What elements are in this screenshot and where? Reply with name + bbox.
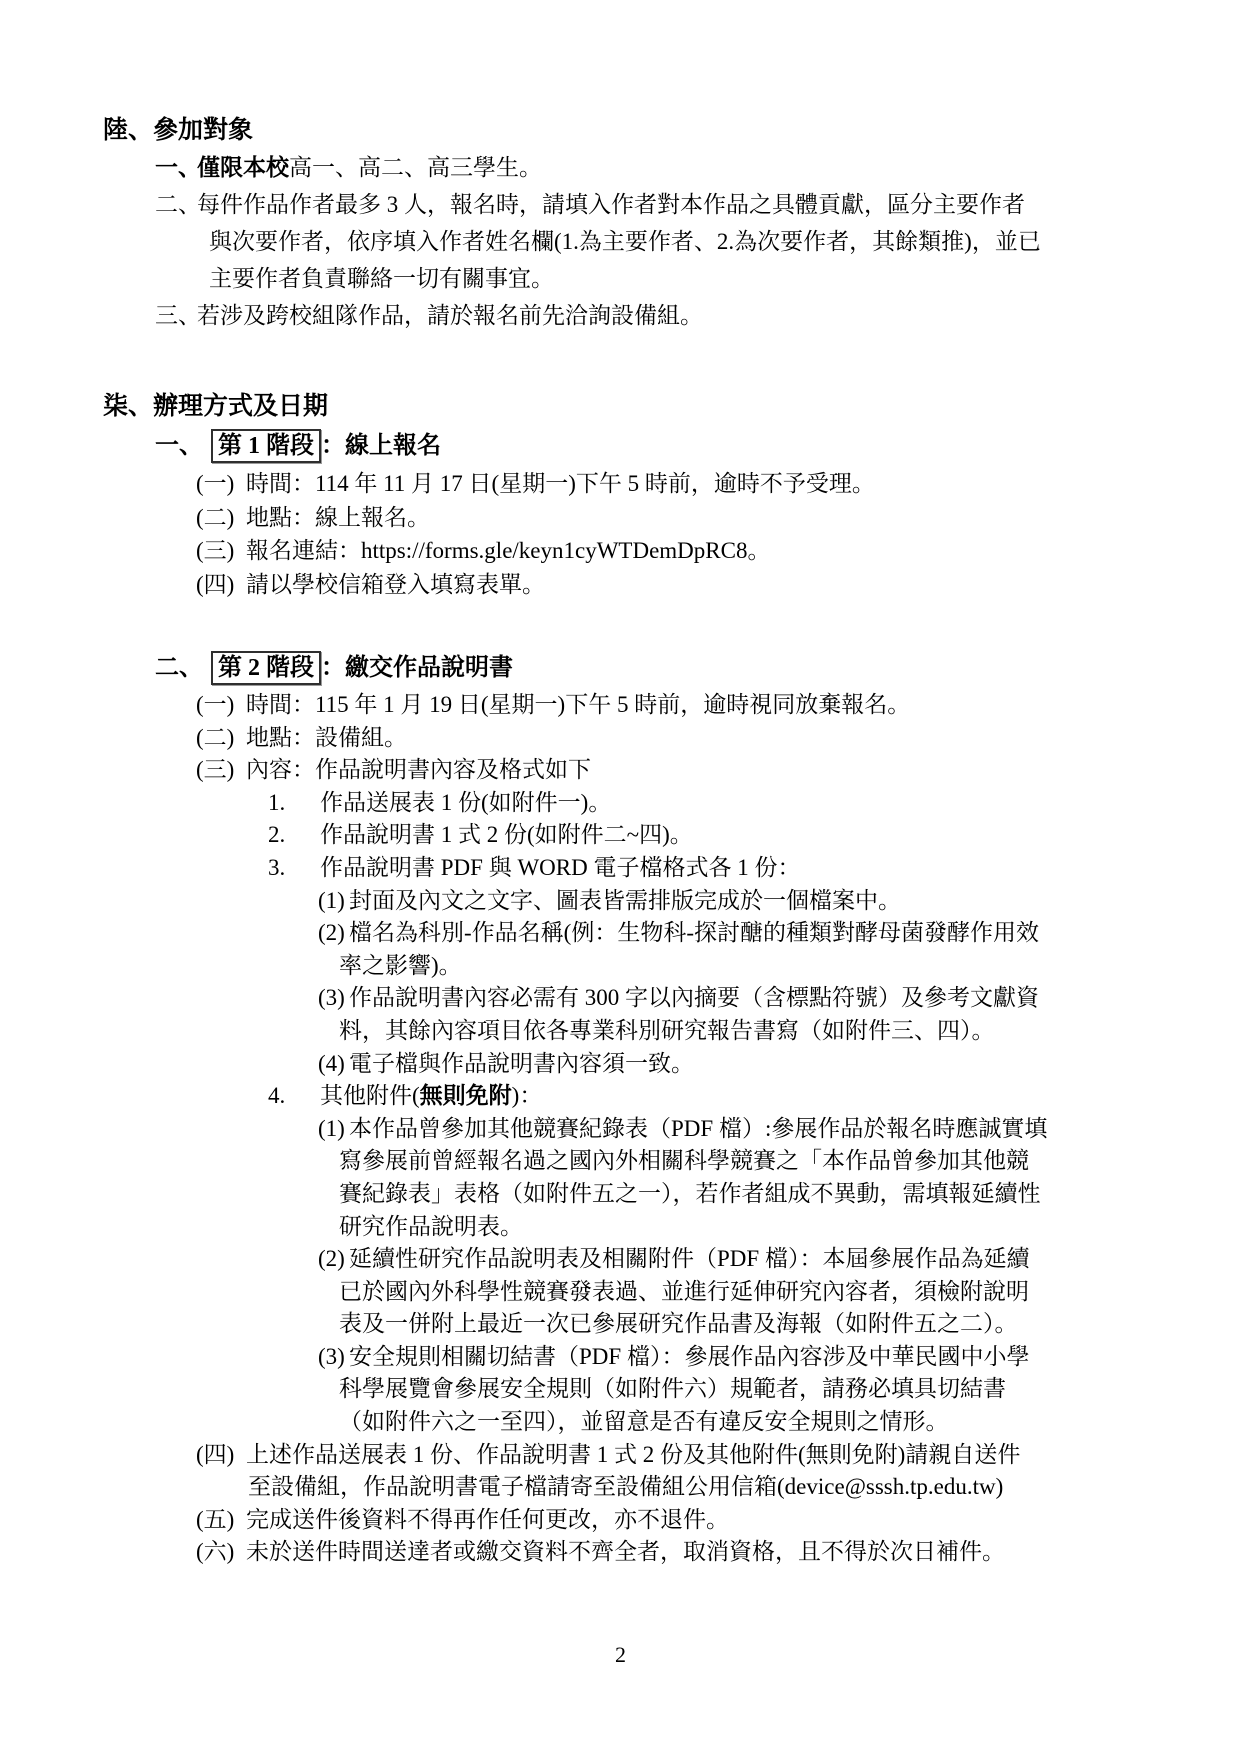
- item-4-sub-3-text: 安全規則相關切結書（PDF 檔）：參展作品內容涉及中華民國中小學: [349, 1343, 1030, 1369]
- stage-2-delivery-text-3: ): [995, 1474, 1004, 1500]
- page-number: 2: [615, 1642, 626, 1667]
- item-label: (一): [196, 692, 235, 717]
- item-3-sub-1: [103, 885, 1163, 918]
- item-label: (3): [318, 1343, 345, 1369]
- participants-item-3: [103, 297, 1163, 334]
- stage-1-place-text: 地點：線上報名。: [246, 504, 430, 530]
- stage-1-time-text: 時間：114 年 11 月 17 日(星期一)下午 5 時前，逾時不予受理。: [246, 471, 875, 496]
- item-number: 4.: [268, 1083, 286, 1109]
- item-4-sub-3-line-2: 科學展覽會參展安全規則（如附件六）規範者，請務必填具切結書: [339, 1376, 1006, 1402]
- stage-2-content-text: 內容：作品說明書內容及格式如下: [246, 757, 591, 783]
- item-4-sub-2-line-2: 已於國內外科學性競賽發表過、並進行延伸研究內容者，須檢附說明: [339, 1278, 1029, 1304]
- device-email-link[interactable]: device@sssh.tp.edu.tw: [784, 1474, 996, 1500]
- registration-form-link[interactable]: https://forms.gle/keyn1cyWTDemDpRC8: [361, 538, 748, 563]
- list-marker: 一、: [155, 155, 201, 180]
- item-4-sub-2-line-3: 表及一併附上最近一次已參展研究作品書及海報（如附件五之二）。: [339, 1311, 1018, 1337]
- stage-2-box: 第 2 階段: [211, 651, 321, 685]
- section-7-heading: 柒、辦理方式及日期: [103, 393, 329, 420]
- item-label: (二): [196, 504, 235, 530]
- item-label: (一): [196, 471, 235, 496]
- item-3-sub-3-line-2: 料，其餘內容項目依各專業科別研究報告書寫（如附件三、四）。: [339, 1017, 995, 1043]
- item-label: (2): [318, 920, 345, 946]
- content-item-1-text: 作品送展表 1 份(如附件一)。: [320, 789, 612, 815]
- item-label: (五): [196, 1506, 235, 1532]
- stage-2-delivery-text: 上述作品送展表 1 份、作品說明書 1 式 2 份及其他附件(無則免附)請親自送件: [246, 1441, 1021, 1467]
- participants-item-2-line-2: 與次要作者，依序填入作者姓名欄(1.為主要作者、2.為次要作者，其餘類推)，並已: [209, 229, 1041, 254]
- item-label: (3): [318, 985, 345, 1011]
- stage-1-box: 第 1 階段: [211, 429, 321, 463]
- content-item-4-pre: 其他附件(: [320, 1083, 420, 1109]
- item-3-sub-3-line-1: [103, 982, 1163, 1015]
- item-3-sub-1-text: 封面及內文之文字、圖表皆需排版完成於一個檔案中。: [349, 887, 901, 913]
- item-3-sub-2-line-2: 率之影響)。: [339, 952, 462, 978]
- item-3-sub-2-text: 檔名為科別-作品名稱(例：生物科-探討醣的種類對酵母菌發酵作用效: [349, 920, 1039, 946]
- stage-1-item-time: [103, 467, 1163, 501]
- content-item-4-bold: 無則免附: [419, 1083, 512, 1109]
- stage-2-time-text: 時間：115 年 1 月 19 日(星期一)下午 5 時前，逾時視同放棄報名。: [246, 692, 911, 717]
- section-6-heading: 陸、參加對象: [103, 117, 254, 144]
- content-item-3: [103, 852, 1163, 885]
- stage-1-link-period: 。: [747, 538, 771, 563]
- page-content: [103, 112, 1163, 1569]
- stage-1-item-link: [103, 534, 1163, 568]
- stage-1-item-place: [103, 501, 1163, 535]
- item-3-sub-4-text: 電子檔與作品說明書內容須一致。: [349, 1050, 694, 1076]
- item-4-sub-3-line-3: （如附件六之一至四），並留意是否有違反安全規則之情形。: [339, 1409, 949, 1435]
- item-4-sub-1-line-1: [103, 1113, 1163, 1146]
- item-4-sub-1-text: 本作品曾參加其他競賽紀錄表（PDF 檔）:參展作品於報名時應誠實填: [349, 1115, 1048, 1141]
- item-number: 2.: [268, 822, 286, 848]
- list-marker: 二、: [155, 192, 201, 217]
- item-3-sub-3-text: 作品說明書內容必需有 300 字以內摘要（含標點符號）及參考文獻資: [349, 985, 1039, 1011]
- stage-2-deadline-text: 未於送件時間送達者或繳交資料不齊全者，取消資格，且不得於次日補件。: [246, 1539, 1005, 1565]
- list-marker: 二、: [155, 655, 203, 681]
- item-label: (四): [196, 571, 235, 597]
- participants-item-2-line-3: 主要作者負責聯絡一切有關事宜。: [209, 266, 554, 291]
- participants-item-1-bold-text: 僅限本校: [197, 155, 289, 180]
- stage-2-place-text: 地點：設備組。: [246, 724, 407, 750]
- item-label: (1): [318, 1115, 345, 1141]
- stage-2-item-deadline: [103, 1536, 1163, 1569]
- item-label: (六): [196, 1539, 235, 1565]
- item-3-sub-2-line-1: [103, 917, 1163, 950]
- item-label: (三): [196, 757, 235, 783]
- participants-item-2-line-1: [103, 186, 1163, 223]
- participants-item-3-text: 若涉及跨校組隊作品，請於報名前先洽詢設備組。: [197, 303, 703, 328]
- item-4-sub-3-line-1: [103, 1341, 1163, 1374]
- stage-2-item-place: [103, 722, 1163, 755]
- item-label: (二): [196, 724, 235, 750]
- list-marker: 三、: [155, 303, 201, 328]
- content-item-2: [103, 819, 1163, 852]
- stage-1-mailbox-text: 請以學校信箱登入填寫表單。: [246, 571, 545, 597]
- section-spacer: [103, 334, 1163, 388]
- item-4-sub-1-line-2: 寫參展前曾經報名過之國內外相關科學競賽之「本作品曾參加其他競: [339, 1148, 1029, 1174]
- stage-1-heading: [103, 425, 1163, 467]
- list-marker: 一、: [155, 433, 203, 459]
- item-label: (1): [318, 887, 345, 913]
- stage-2-item-no-change: [103, 1504, 1163, 1537]
- stage-2-item-delivery-line-1: [103, 1439, 1163, 1472]
- stage-2-item-time: [103, 689, 1163, 722]
- item-label: (四): [196, 1441, 235, 1467]
- stage-2-title: ：繳交作品說明書: [321, 655, 513, 681]
- item-label: (2): [318, 1246, 345, 1272]
- item-number: 1.: [268, 789, 286, 815]
- item-label: (4): [318, 1050, 345, 1076]
- content-item-3-text: 作品說明書 PDF 與 WORD 電子檔格式各 1 份：: [320, 854, 801, 880]
- item-4-sub-1-line-3: 賽紀錄表」表格（如附件五之一），若作者組成不異動，需填報延續性: [339, 1180, 1041, 1206]
- content-item-1: [103, 787, 1163, 820]
- stage-2-item-delivery-line-2: [103, 1471, 1163, 1504]
- stage-1-link-caption: 報名連結：: [246, 538, 361, 563]
- item-3-sub-4: [103, 1048, 1163, 1081]
- stage-1-item-mailbox: [103, 568, 1163, 602]
- stage-2-heading: [103, 647, 1163, 689]
- content-item-2-text: 作品說明書 1 式 2 份(如附件二~四)。: [320, 822, 693, 848]
- stage-2-no-change-text: 完成送件後資料不得再作任何更改，亦不退件。: [246, 1506, 729, 1532]
- participants-item-1-text: 高一、高二、高三學生。: [289, 155, 542, 180]
- item-4-sub-1-line-4: 研究作品說明表。: [339, 1213, 523, 1239]
- item-4-sub-2-line-1: [103, 1243, 1163, 1276]
- stage-spacer: [103, 601, 1163, 647]
- participants-item-1: [103, 149, 1163, 186]
- content-item-4: [103, 1080, 1163, 1113]
- content-item-4-post: )：: [511, 1083, 543, 1109]
- stage-2-delivery-text-2: 至設備組，作品說明書電子檔請寄至設備組公用信箱(: [248, 1474, 785, 1500]
- item-4-sub-2-text: 延續性研究作品說明表及相關附件（PDF 檔）：本屆參展作品為延續: [349, 1246, 1030, 1272]
- participants-item-2-text: 每件作品作者最多 3 人，報名時，請填入作者對本作品之具體貢獻，區分主要作者: [197, 192, 1025, 217]
- item-number: 3.: [268, 854, 286, 880]
- item-label: (三): [196, 538, 235, 563]
- stage-1-title: ：線上報名: [321, 433, 441, 459]
- stage-2-item-content: [103, 754, 1163, 787]
